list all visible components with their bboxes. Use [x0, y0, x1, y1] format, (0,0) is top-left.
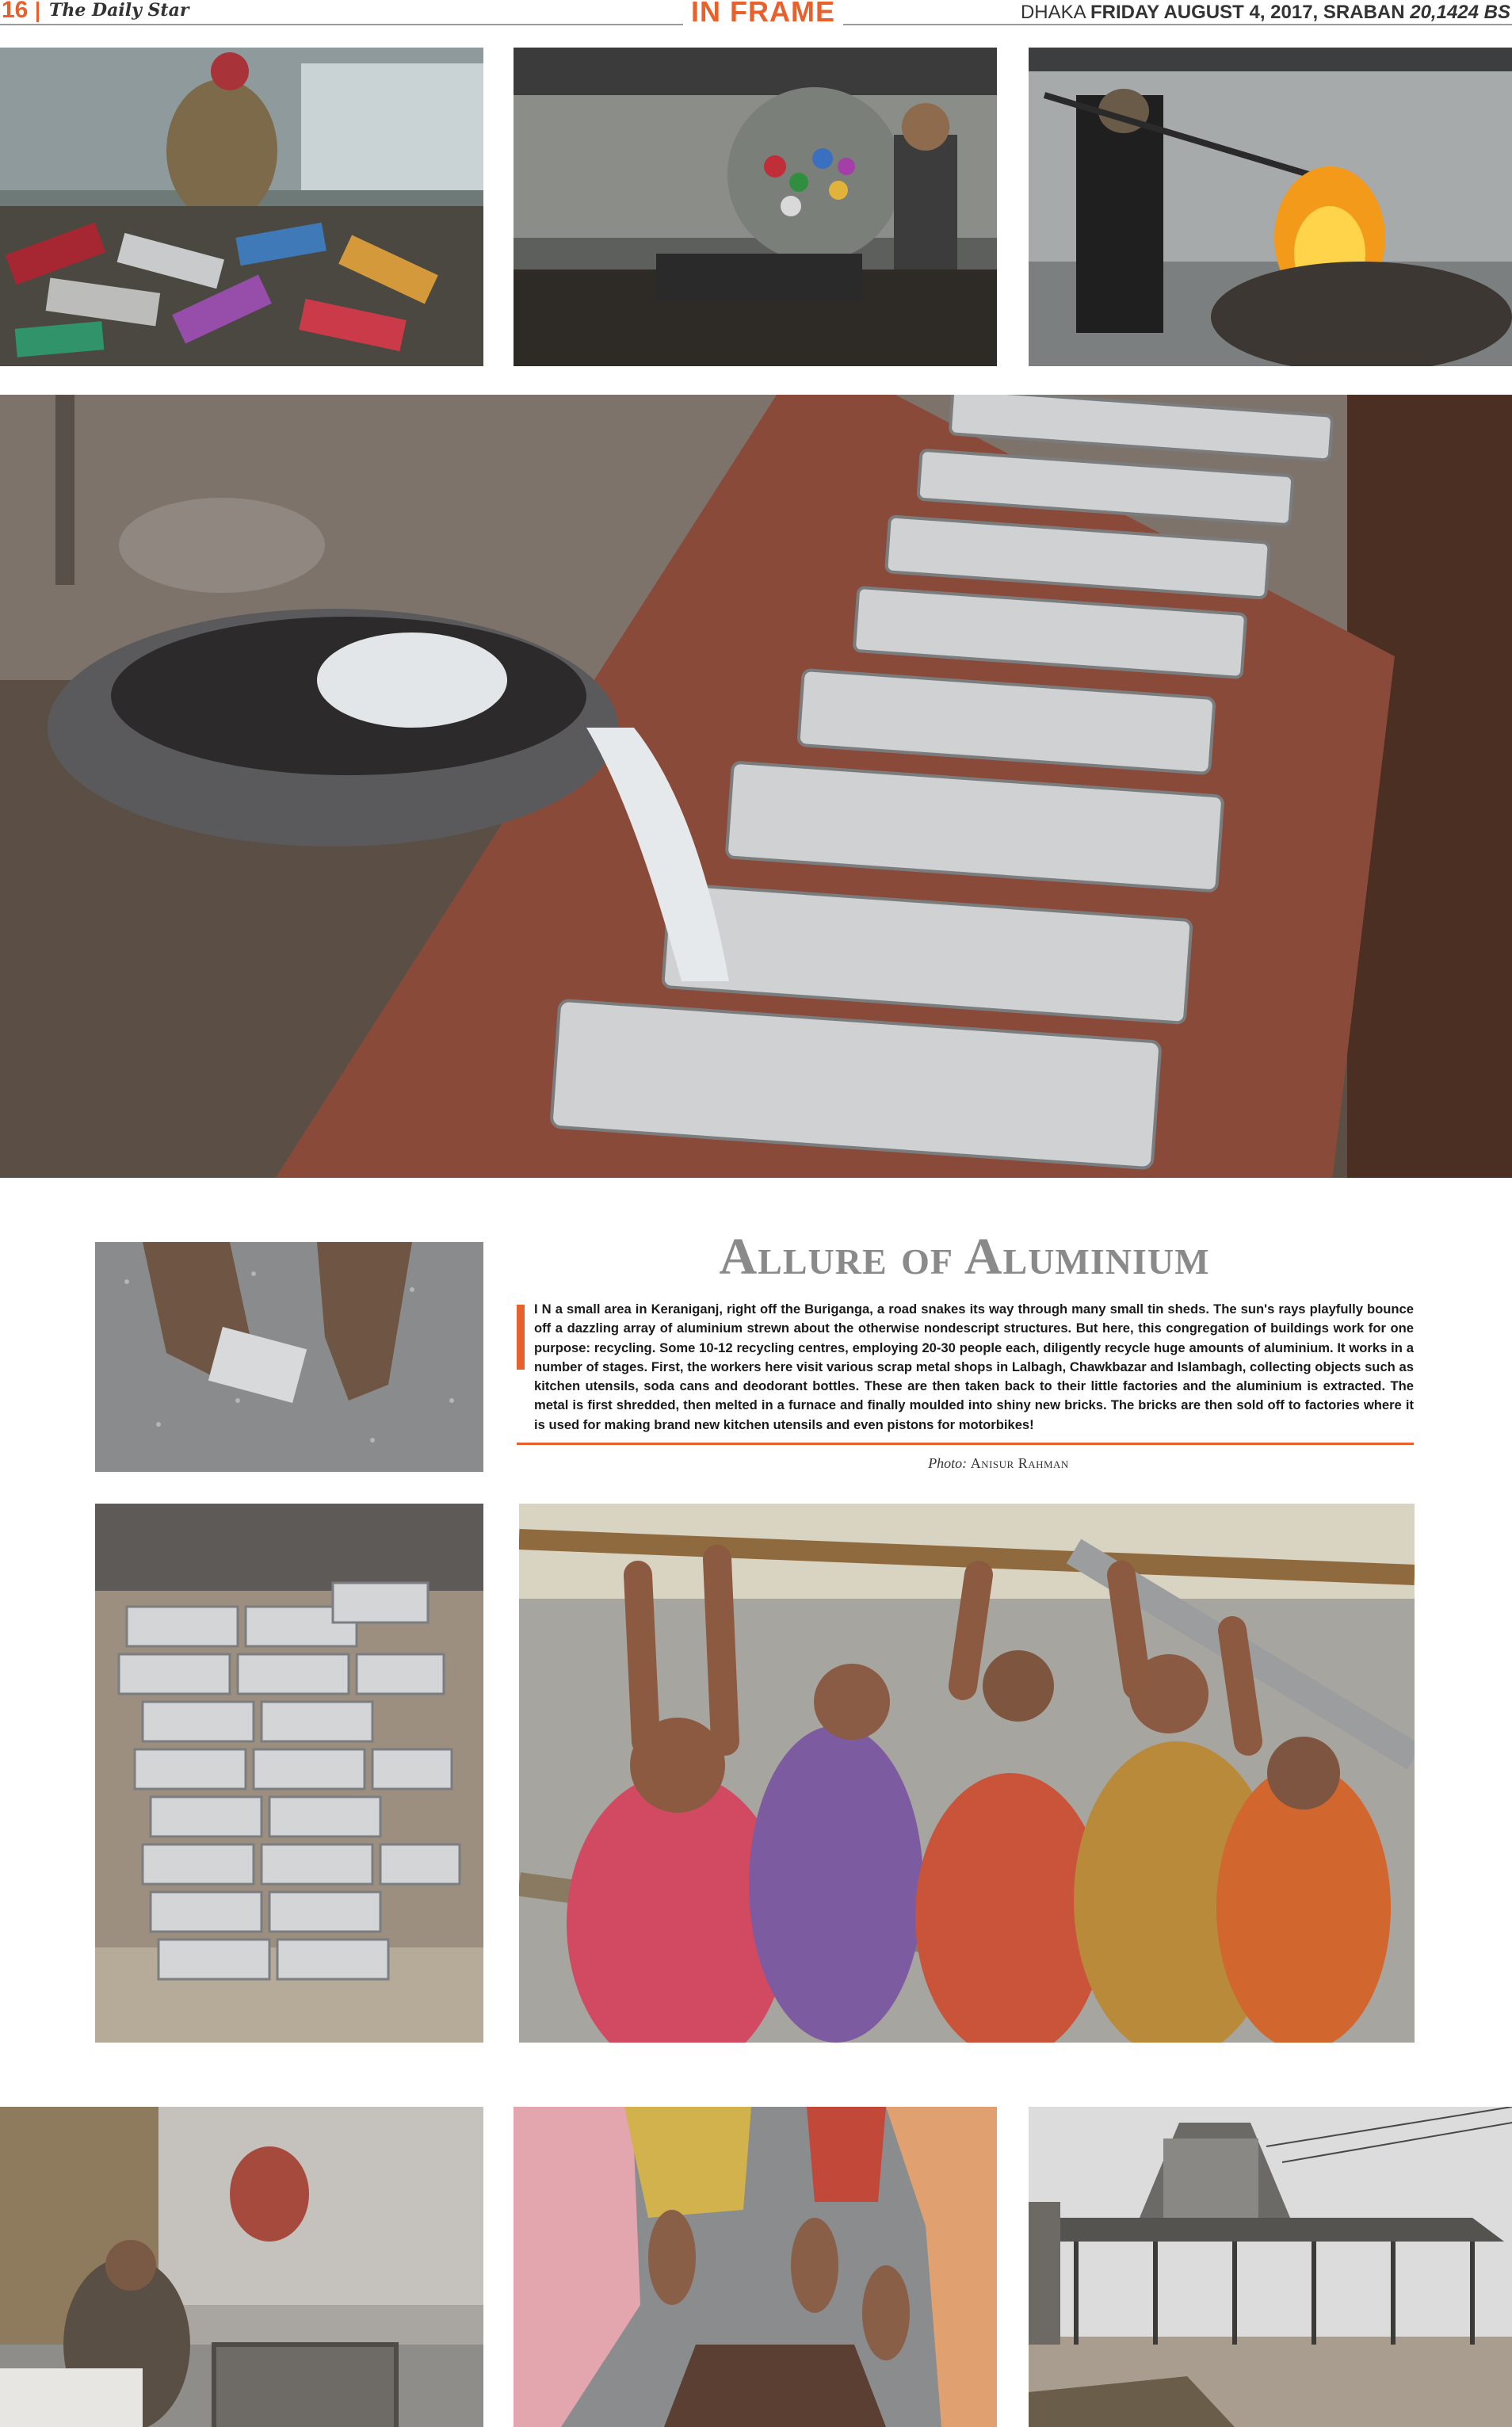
section-title: IN FRAME: [683, 0, 843, 29]
photo-credit-label: Photo:: [928, 1455, 968, 1471]
paper-name-logo: The Daily Star: [49, 0, 189, 21]
photo-woman-sifting: [0, 2107, 483, 2427]
photo-credit-name: Anisur Rahman: [970, 1455, 1069, 1471]
photo-molten-aluminium-pour: [0, 395, 1512, 1178]
photo-women-workers: [519, 1504, 1415, 2043]
dateline-date: FRIDAY AUGUST 4, 2017,: [1090, 2, 1319, 23]
photo-stacked-ingots: [95, 1504, 483, 2043]
photo-crushed-cans-furnace: [514, 48, 997, 366]
photo-scrap-cans: [0, 48, 483, 366]
dateline: [1021, 2, 1510, 24]
photo-feet-in-mold: [514, 2107, 997, 2427]
article-rule: [517, 1443, 1414, 1445]
article-body-text: I N a small area in Keraniganj, right off the Buriganga, a road snakes its way through many small tin sheds. The sun's rays playfully bounce off a dazzling array of aluminium strewn about the otherwise nondescript structures. But here, this congregation of buildings work for one purpose: recycling. Some 10-12 recycling centres, employing 20-30 people each, diligently recycle huge amounts of aluminium. It works in a number of stages. First, the workers here visit various scrap metal shops in Lalbagh, Chawkbazar and Islambagh, collecting objects such as kitchen utensils, soda cans and deodorant bottles. These are then taken back to their little factories and the aluminium is extracted. The metal is first shredded, then melted in a furnace and finally moulded into shiny new bricks. The bricks are then sold off to factories where it is used for making brand new kitchen utensils and even pistons for motorbikes!: [534, 1301, 1414, 1432]
masthead-divider: [36, 2, 39, 22]
masthead: [0, 0, 1512, 29]
article-headline: Allure of Aluminium: [719, 1228, 1210, 1286]
photo-hands-shredded-metal: [95, 1242, 483, 1472]
photo-credit: [840, 1455, 1157, 1472]
photo-tin-shed-factory: [1029, 2107, 1512, 2427]
photo-worker-furnace-fire: [1029, 48, 1512, 366]
page-number: 16: [2, 0, 29, 23]
dateline-city: DHAKA: [1020, 2, 1086, 23]
dateline-bangla-month: SRABAN: [1323, 2, 1405, 23]
dropcap-accent: [517, 1305, 525, 1370]
dateline-bangla-year: 20,1424 BS: [1410, 2, 1510, 23]
